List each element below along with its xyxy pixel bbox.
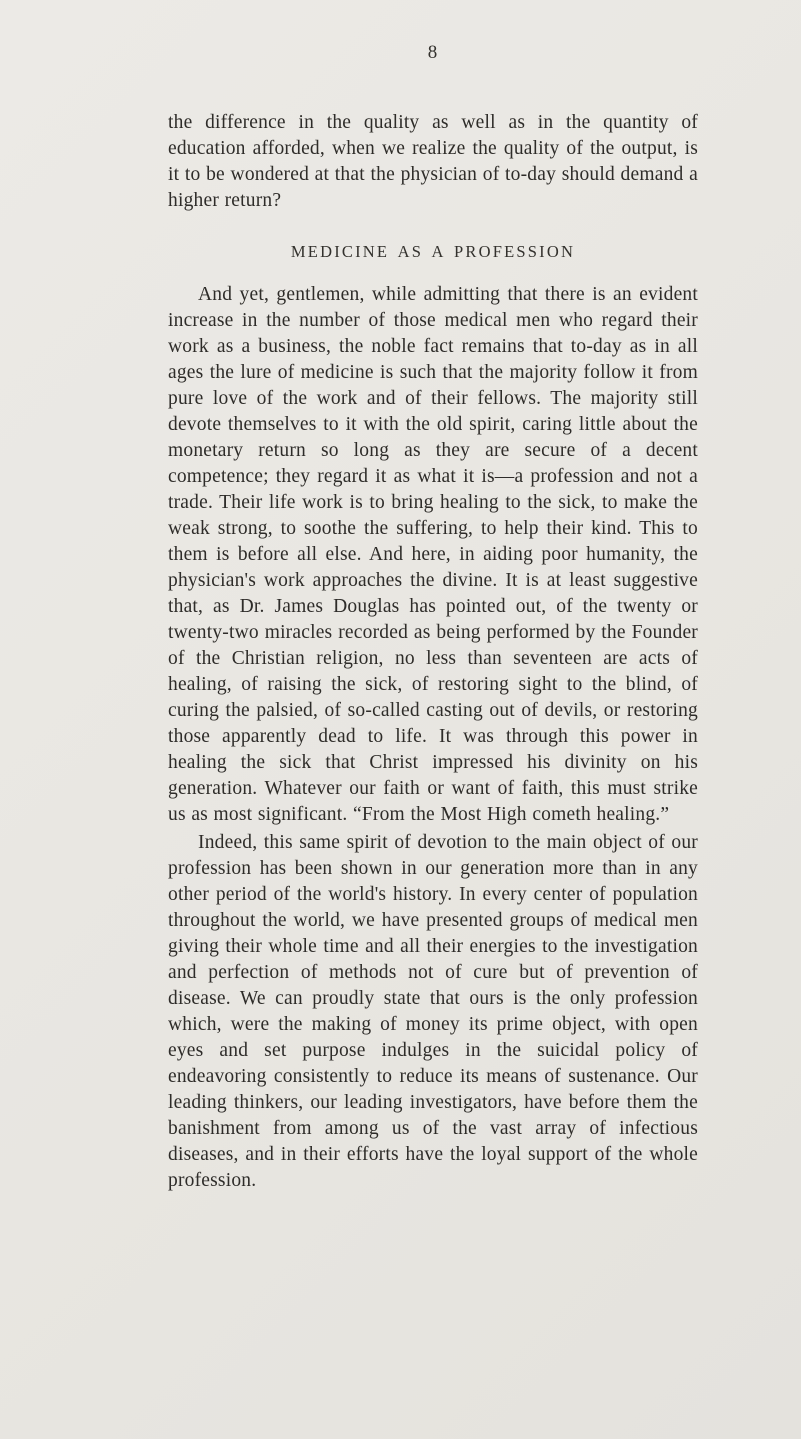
body-paragraph-devotion: Indeed, this same spirit of devotion to the main object of our profession has been shown in our generation more than in any other period of the world's history. In every center of population throughout the world, we have presented groups of medical men giving their whole time and all their energies to the investigation and perfection of methods not of cure but of prevention of disease. We can proudly state that ours is the only profession which, were the making of money its prime object, with open eyes and set purpose indulges in the suicidal policy of endeavoring consistently to reduce its means of sustenance. Our leading thinkers, our leading investigators, have before them the banishment from among us of the vast array of infectious diseases, and in their efforts have the loyal support of the whole profession. — [168, 832, 698, 1191]
section-heading: MEDICINE AS A PROFESSION — [290, 242, 576, 261]
body-paragraph-medicine: And yet, gentlemen, while admitting that there is an evident increase in the number of those medical men who regard their work as a business, the noble fact remains that to-day as in all ages the lure of medicine is such that the majority follow it from pure love of the work and of their fellows. The majority still devote themselves to it with the old spirit, caring little about the monetary return so long as they are secure of a decent competence; they regard it as what it is—a profession and not a trade. Their life work is to bring healing to the sick, to make the weak strong, to soothe the suffering, to help their kind. This to them is before all else. And here, in aiding poor humanity, the physician's work approaches the divine. It is at least suggestive that, as Dr. James Douglas has pointed out, of the twenty or twenty-two miracles recorded as being performed by the Founder of the Christian religion, no less than seventeen are acts of healing, of raising the sick, of restoring sight to the blind, of curing the palsied, of so-called casting out of devils, or restoring those apparently dead to life. It was through this power in healing the sick that Christ impressed his divinity on his generation. Whatever our faith or want of faith, this must strike us as most significant. “From the Most High cometh healing.” — [168, 284, 698, 825]
page-number: 8 — [427, 42, 439, 63]
intro-paragraph: the difference in the quality as well as in the quantity of education afforded, when we realize the quality of the output, is it to be wondered at that the physician of to-day should demand a higher return? — [168, 112, 698, 211]
page-text-block — [168, 42, 698, 1194]
